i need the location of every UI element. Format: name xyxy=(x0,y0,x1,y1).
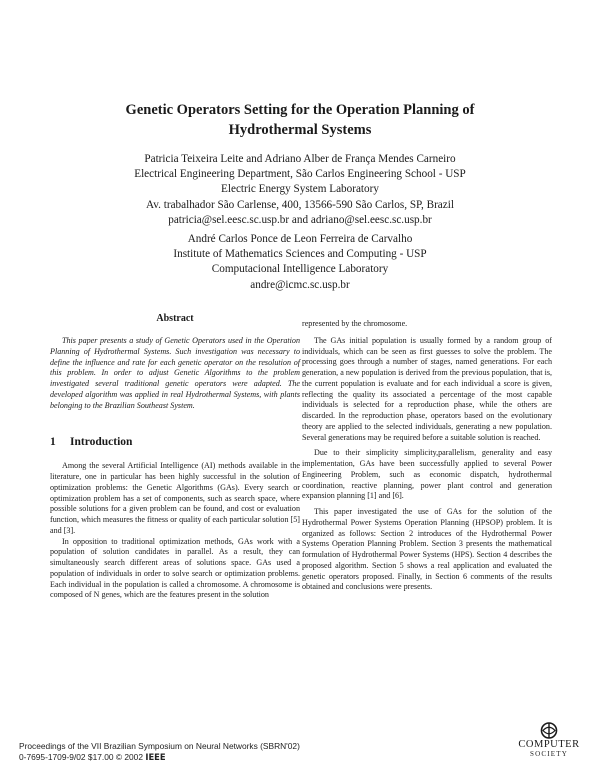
computer-society-logo xyxy=(514,722,584,770)
paragraph: The GAs initial population is usually formed by a random group of individuals, which can be seen as first guesses to solve the problem. The processing goes through a number of stages, named generations. For each generation, a new population is derived from the previous population, that is, the current population is evaluate and for each individual a score is given, reflecting the quality its associated a percentage of the most capable individuals is selected for a reproduction phase, while the others are discarded. In the reproduction phase, operators based on the evolutionary theory are applied to the selected individuals, generating a new population. Several generations may be required before a suitable solution is reached. xyxy=(302,335,552,442)
ieee-computer-society-logo-icon xyxy=(539,722,559,739)
author-affiliation: Electrical Engineering Department, São Carlos Engineering School - USP xyxy=(134,168,466,181)
author-lab: Computacional Intelligence Laboratory xyxy=(211,263,389,276)
paragraph: This paper investigated the use of GAs for the solution of the Hydrothermal Power Systems Operation Planning (HPSOP) problem. It is organized as follows: Section 2 introduces of the Hydrothermal Power Systems Operation Planning Problem. Section 3 presents the mathematical formulation of Hydrothermal Power Systems (HPS). Section 4 describes the proposed algorithm. Section 5 shows a real application and evaluated the genetic operators proposed. Finally, in Section 6 comments of the results obtained and conclusions were presents. xyxy=(302,507,552,592)
left-column xyxy=(50,312,300,601)
author-address: Av. trabalhador São Carlense, 400, 13566-590 São Carlos, SP, Brazil xyxy=(146,198,454,211)
ieee-mark: IEEE xyxy=(145,752,166,762)
author-names: Patricia Teixeira Leite and Adriano Alber de França Mendes Carneiro xyxy=(144,153,456,165)
paper-title xyxy=(60,100,540,140)
paragraph: In opposition to traditional optimization methods, GAs work with a population of solution candidates in parallel. As a result, they can simultaneously search different areas of solutions space. GAs used a population of individuals in order to solve search or optimization problems. Each individual in the population is called a chromosome. A chromosome is composed of N genes, which are the features present in the solution xyxy=(50,536,300,600)
author-email[interactable]: andre@icmc.sc.usp.br xyxy=(250,278,350,291)
section-number: 1 xyxy=(50,436,56,449)
proceedings-footer xyxy=(19,741,300,763)
abstract-text: This paper presents a study of Genetic Operators used in the Operation Planning of Hydrothermal Systems. Such investigation was necessary to define the influence and rate for each genetic operator on the resolution of this problem. In order to adjust Genetic Algorithms to the problem investigated several traditional genetic operators were adapted. The developed algorithm was applied in real Hydrothermal Systems, with plants belonging to the Brazilian Southeast System. xyxy=(50,336,300,410)
logo-text-society: SOCIETY xyxy=(530,750,568,758)
abstract-heading: Abstract xyxy=(156,313,194,324)
right-column xyxy=(302,319,552,593)
logo-text-computer: COMPUTER xyxy=(518,739,580,750)
section-title: Introduction xyxy=(70,436,133,449)
paragraph: Among the several Artificial Intelligence (AI) methods available in the literature, one in particular has been highly successful in the solution of optimization problems: the Genetic Algorithms (GAs). Every search or optimization problem has a set of components, such as search space, where possible solutions for a given problem can be found, and cost or evaluation function, which measures the fitness or quality of each particular solution [5] and [3]. xyxy=(50,461,300,535)
author-block-2 xyxy=(30,232,570,293)
paragraph-continuation: represented by the chromosome. xyxy=(302,319,408,328)
isbn-price: 0-7695-1709-9/02 $17.00 © 2002 xyxy=(19,752,143,762)
title-line-1: Genetic Operators Setting for the Operation Planning of xyxy=(125,102,475,118)
proceedings-title: Proceedings of the VII Brazilian Symposium on Neural Networks (SBRN'02) xyxy=(19,741,300,751)
section-heading-introduction xyxy=(50,435,300,449)
title-line-2: Hydrothermal Systems xyxy=(228,122,372,138)
author-names: André Carlos Ponce de Leon Ferreira de Carvalho xyxy=(187,233,413,245)
paragraph: Due to their simplicity simplicity,parallelism, generality and easy implementation, GAs have been successfully applied to several Power Engineering Problem, such as economic dispatch, hydrothermal coordination, reactive planning, power plant control and generation expansion planning [1] and [6]. xyxy=(302,448,552,501)
copyright-line xyxy=(19,752,300,763)
author-block-1 xyxy=(30,152,570,228)
author-affiliation: Institute of Mathematics Sciences and Computing - USP xyxy=(173,248,427,261)
author-emails[interactable]: patricia@sel.eesc.sc.usp.br and adriano@sel.eesc.sc.usp.br xyxy=(168,213,432,226)
author-lab: Electric Energy System Laboratory xyxy=(221,183,379,196)
